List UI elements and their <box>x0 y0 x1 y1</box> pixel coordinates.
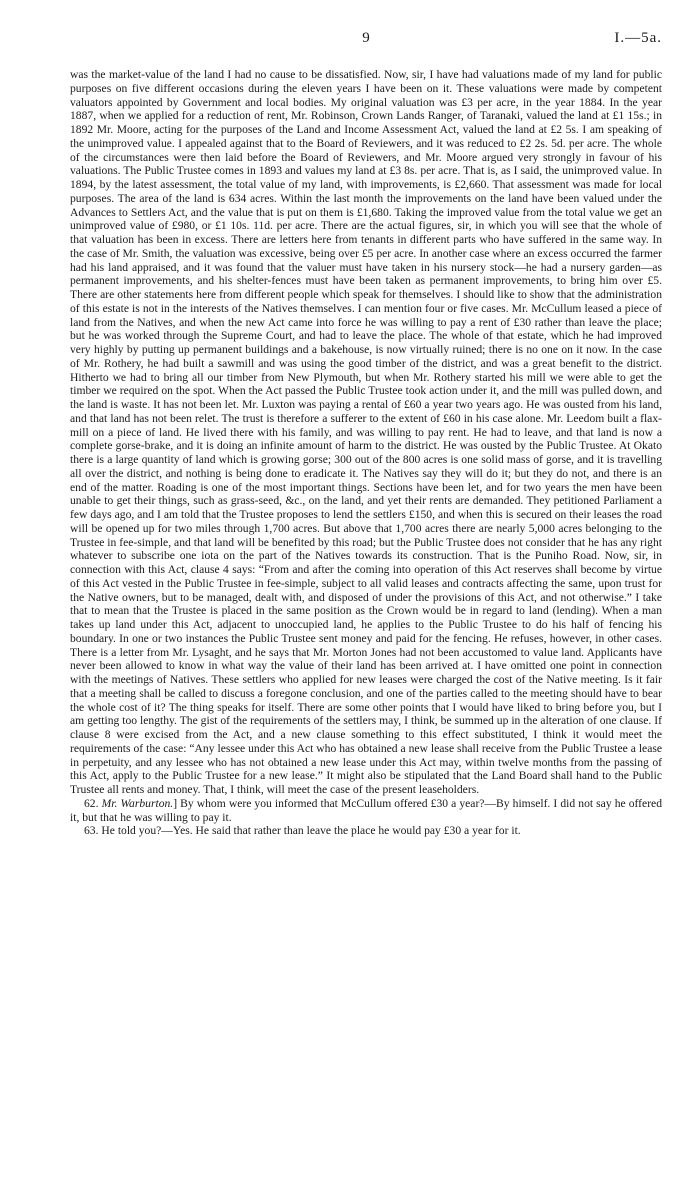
page-number: 9 <box>362 30 370 46</box>
page-header <box>70 30 662 54</box>
main-paragraph: was the market-value of the land I had no cause to be dissatisfied. Now, sir, I have had valuations made of my land for public purposes on five different occasions during the eleven years I have been on it. These valuations were made by competent valuators appointed by Government and local bodies. My original valuation was £3 per acre, in the year 1884. In the year 1887, when we applied for a reduction of rent, Mr. Robinson, Crown Lands Ranger, of Taranaki, valued the land at £1 15s.; in 1892 Mr. Moore, acting for the purposes of the Land and Income Assessment Act, valued the land at £2 5s. I am speaking of the unimproved value. I appealed against that to the Board of Reviewers, and it was reduced to £2 2s. 5d. per acre. The whole of the circumstances were then laid before the Board of Reviewers, and Mr. Moore argued very strongly in favour of his valuations. The Public Trustee comes in 1893 and values my land at £3 8s. per acre. That is, as I said, the unimproved value. In 1894, by the latest assessment, the total value of my land, with improvements, is £2,660. That assessment was made for local purposes. The area of the land is 634 acres. Within the last month the improvements on the land have been valued under the Advances to Settlers Act, and the value that is put on them is £1,680. Taking the improved value from the total value we get an unimproved value of £980, or £1 10s. 11d. per acre. There are the actual figures, sir, in which you will see that the whole of that valuation has been in excess. There are letters here from tenants in different parts who have suffered in the same way. In the case of Mr. Smith, the valuation was excessive, being over £5 per acre. In another case where an excess occurred the farmer had his land appraised, and it was found that the valuer must have taken in his nursery stock—he had a nursery garden—as permanent improvements, and his shelter-fences must have been taken as permanent improvements, to bring him over £5. There are other statements here from different people which speak for themselves. I should like to show that the administration of this estate is not in the interests of the Natives themselves. I can mention four or five cases. Mr. McCullum leased a piece of land from the Natives, and when the new Act came into force he was willing to pay a rent of £30 rather than leave the place; but he was worked through the Supreme Court, and had to leave the place. The whole of that estate, which he had improved very highly by putting up permanent buildings and a bakehouse, is now virtually ruined; there is no one on it now. In the case of Mr. Rothery, he had built a sawmill and was using the good timber of the district, and was a great benefit to the district. Hitherto we had to bring all our timber from New Plymouth, but when Mr. Rothery started his mill we were able to get the timber we required on the spot. When the Act passed the Public Trustee took action under it, and the mill was pulled down, and the land is waste. It has not been let. Mr. Luxton was paying a rental of £60 a year two years ago. He was ousted from his land, and that land has not been relet. The trust is therefore a sufferer to the extent of £60 in his case alone. Mr. Leedom built a flax-mill on a piece of land. He lived there with his family, and was willing to pay rent. He had to leave, and that land is now a complete gorse-brake, and it is doing an infinite amount of harm to the district. He was ousted by the Public Trustee. At Okato there is a large quantity of land which is growing gorse; 300 out of the 800 acres is one solid mass of gorse, and it is travelling all over the district, and nothing is being done to eradicate it. The Natives say they will do it; but they do not, and there is an end of the matter. Roading is one of the most important things. Sections have been let, and for two years the men have been unable to get their things, such as grass-seed, &c., on the land, and yet their rents are demanded. They petitioned Parliament a few days ago, and I am told that the Trustee proposes to lend the settlers £150, and when this is secured on their leases the road will be opened up for two miles through 1,700 acres. But above that 1,700 acres there are nearly 5,000 acres belonging to the Trustee in fee-simple, and that land will be benefited by this road; but the Public Trustee does not consider that he has any right whatever to subscribe one iota on the part of the Natives towards its construction. That is the Puniho Road. Now, sir, in connection with this Act, clause 4 says: “From and after the coming into operation of this Act reserves shall become by virtue of this Act vested in the Public Trustee in fee-simple, subject to all valid leases and contracts affecting the same, upon trust for the Native owners, but to be managed, dealt with, and disposed of under the provisions of this Act, and not otherwise.” I take that to mean that the Trustee is placed in the same position as the Crown would be in regard to land (lending). When a man takes up land under this Act, adjacent to unoccupied land, he applies to the Public Trustee to do his half of fencing his boundary. In one or two instances the Public Trustee sent money and paid for the fencing. He refuses, however, in other cases. There is a letter from Mr. Lysaght, and he says that Mr. Morton Jones had not been accustomed to value land. Applicants have never been allowed to know in what way the value of their land has been arrived at. I have omitted one point in connection with the meetings of Natives. These settlers who applied for new leases were charged the cost of the Native meeting. Is it fair that a meeting shall be called to discuss a foregone conclusion, and one of the parties called to the meeting should have to bear the whole cost of it? The thing speaks for itself. There are some other points that I would have liked to bring before you, but I am getting too lengthy. The gist of the requirements of the settlers may, I think, be summed up in the alteration of one clause. If clause 8 were excised from the Act, and a new clause something to this effect substituted, I think it would meet the requirements of the case: “Any lessee under this Act who has obtained a new lease shall receive from the Public Trustee a lease in perpetuity, and any lessee who has not obtained a new lease under this Act may, within twelve months from the passing of this Act, apply to the Public Trustee for a new lease.” It might also be stipulated that the Land Board shall hand to the Public Trustee all rents and money. That, I think, will meet the case of the present leaseholders. <box>70 68 662 796</box>
question-text: He told you?—Yes. He said that rather than leave the place he would pay £30 a year for it. <box>101 824 521 838</box>
question-number: 63. <box>84 824 99 838</box>
question-text: ] By whom were you informed that McCullum offered £30 a year?—By himself. I did not say he offered it, but that he was willing to pay it. <box>70 796 662 824</box>
question-number: 62. <box>84 796 99 810</box>
document-body <box>70 68 662 838</box>
question-speaker: Mr. Warburton. <box>101 796 174 810</box>
question-62 <box>70 797 662 825</box>
page-reference: I.—5a. <box>614 30 662 46</box>
question-63 <box>70 824 662 838</box>
document-page <box>70 30 662 838</box>
